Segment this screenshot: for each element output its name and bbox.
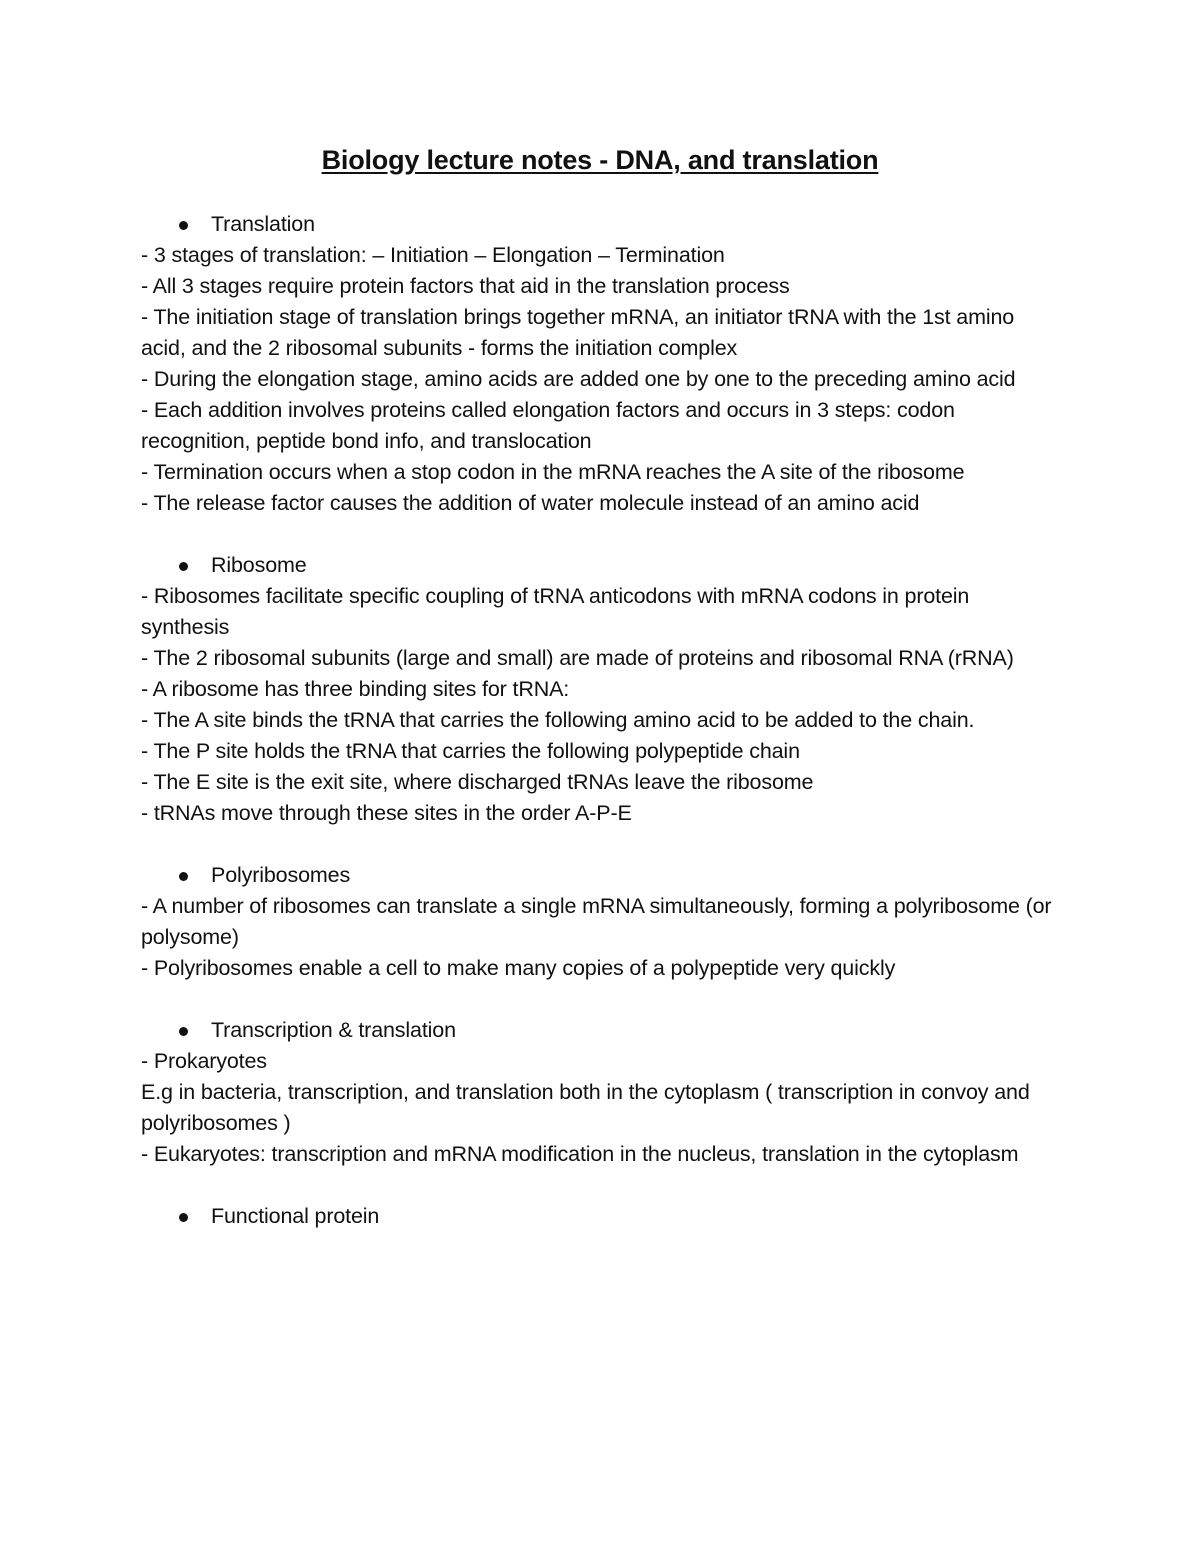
section-heading-text: Translation [211, 212, 315, 236]
note-line: E.g in bacteria, transcription, and translation both in the cytoplasm ( transcription in convoy and polyribosomes ) [141, 1080, 1030, 1135]
note-line: - Ribosomes facilitate specific coupling of tRNA anticodons with mRNA codons in protein synthesis [141, 584, 970, 639]
note-line: - The initiation stage of translation brings together mRNA, an initiator tRNA with the 1st amino acid, and the 2 ribosomal subunits - forms the initiation complex [141, 305, 1015, 360]
section-translation [141, 209, 1061, 519]
note-line: - Prokaryotes [141, 1049, 267, 1073]
section-polyribosomes [141, 860, 1061, 984]
note-line: - A number of ribosomes can translate a single mRNA simultaneously, forming a polyribosome (or polysome) [141, 894, 1052, 949]
bullet-icon [179, 1027, 188, 1036]
bullet-icon [179, 221, 188, 230]
section-heading-text: Transcription & translation [211, 1018, 456, 1042]
section-heading [141, 1201, 1061, 1232]
section-heading [141, 860, 1061, 891]
note-line: - Eukaryotes: transcription and mRNA modification in the nucleus, translation in the cytoplasm [141, 1142, 1019, 1166]
document-title: Biology lecture notes - DNA, and translation [321, 145, 879, 175]
note-line: - Polyribosomes enable a cell to make many copies of a polypeptide very quickly [141, 956, 896, 980]
note-line: - Each addition involves proteins called elongation factors and occurs in 3 steps: codon recognition, peptide bond info, and translocation [141, 398, 955, 453]
section-heading-text: Polyribosomes [211, 863, 351, 887]
section-heading-text: Ribosome [211, 553, 307, 577]
section-heading [141, 550, 1061, 581]
note-line: - All 3 stages require protein factors that aid in the translation process [141, 274, 790, 298]
section-ribosome [141, 550, 1061, 829]
note-line: - 3 stages of translation: – Initiation – Elongation – Termination [141, 243, 725, 267]
note-line: - A ribosome has three binding sites for tRNA: [141, 677, 570, 701]
note-line: - The E site is the exit site, where discharged tRNAs leave the ribosome [141, 770, 814, 794]
note-line: - tRNAs move through these sites in the order A-P-E [141, 801, 632, 825]
bullet-icon [179, 1213, 188, 1222]
note-line: - During the elongation stage, amino acids are added one by one to the preceding amino acid [141, 367, 1016, 391]
note-line: - The A site binds the tRNA that carries the following amino acid to be added to the chain. [141, 708, 975, 732]
section-functional-protein [141, 1201, 1061, 1232]
section-heading [141, 1015, 1061, 1046]
note-line: - Termination occurs when a stop codon in the mRNA reaches the A site of the ribosome [141, 460, 965, 484]
notes-content [141, 209, 1061, 1263]
note-line: - The 2 ribosomal subunits (large and small) are made of proteins and ribosomal RNA (rRNA) [141, 646, 1014, 670]
note-line: - The release factor causes the addition of water molecule instead of an amino acid [141, 491, 920, 515]
section-heading [141, 209, 1061, 240]
section-heading-text: Functional protein [211, 1204, 380, 1228]
bullet-icon [179, 872, 188, 881]
note-line: - The P site holds the tRNA that carries the following polypeptide chain [141, 739, 800, 763]
bullet-icon [179, 562, 188, 571]
section-transcription-translation [141, 1015, 1061, 1170]
